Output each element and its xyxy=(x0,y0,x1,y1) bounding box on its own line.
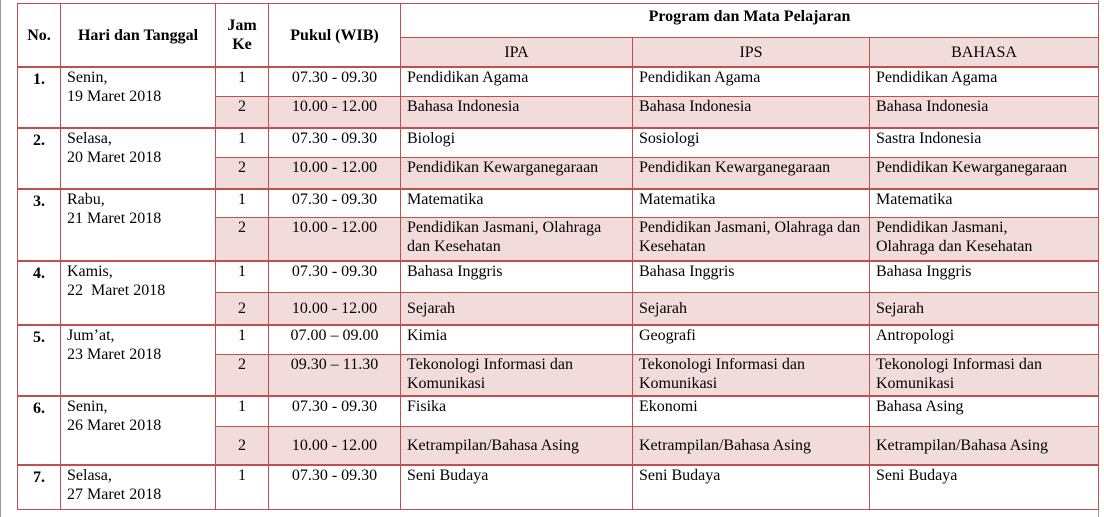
subject-bahasa: Matematika xyxy=(870,189,1099,217)
pukul: 07.30 - 09.30 xyxy=(269,261,401,292)
subject-ips: Seni Budaya xyxy=(633,465,870,509)
jam-ke: 2 xyxy=(216,217,269,261)
date-text: 26 Maret 2018 xyxy=(67,417,162,434)
subject-ips: Bahasa Inggris xyxy=(633,261,870,292)
day-name: Senin, xyxy=(67,69,108,86)
subject-ipa: Tekonologi Informasi dan Komunikasi xyxy=(401,354,633,396)
page-margin-left xyxy=(0,0,1,517)
jam-ke: 2 xyxy=(216,96,269,128)
subject-ips: Sejarah xyxy=(633,292,870,325)
table-row xyxy=(18,465,1099,509)
day-date-cell xyxy=(61,128,216,189)
subject-ipa: Pendidikan Agama xyxy=(401,67,633,96)
header-bahasa: BAHASA xyxy=(870,38,1099,68)
table-row xyxy=(18,128,1099,157)
subject-ipa: Sejarah xyxy=(401,292,633,325)
day-name: Kamis, xyxy=(67,263,113,280)
subject-bahasa: Tekonologi Informasi dan Komunikasi xyxy=(870,354,1099,396)
subject-bahasa: Pendidikan Agama xyxy=(870,67,1099,96)
header-program: Program dan Mata Pelajaran xyxy=(401,4,1099,38)
day-date-cell xyxy=(61,189,216,261)
table-row xyxy=(18,396,1099,426)
subject-bahasa: Pendidikan Kewarganegaraan xyxy=(870,157,1099,189)
day-name: Rabu, xyxy=(67,191,105,208)
day-date-cell xyxy=(61,465,216,509)
header-pukul: Pukul (WIB) xyxy=(269,4,401,68)
subject-bahasa: Pendidikan Jasmani, Olahraga dan Kesehatan xyxy=(870,217,1099,261)
subject-ips: Ketrampilan/Bahasa Asing xyxy=(633,426,870,465)
day-number: 4. xyxy=(18,261,61,325)
day-name: Selasa, xyxy=(67,130,112,147)
subject-ips: Sosiologi xyxy=(633,128,870,157)
date-text: 23 Maret 2018 xyxy=(67,346,162,363)
day-date-cell xyxy=(61,325,216,396)
subject-ipa: Kimia xyxy=(401,325,633,354)
subject-ipa: Pendidikan Kewarganegaraan xyxy=(401,157,633,189)
pukul: 07.30 - 09.30 xyxy=(269,67,401,96)
header-ipa: IPA xyxy=(401,38,633,68)
subject-ips: Pendidikan Jasmani, Olahraga dan Kesehatan xyxy=(633,217,870,261)
table-row xyxy=(18,325,1099,354)
jam-ke: 1 xyxy=(216,396,269,426)
subject-ips: Tekonologi Informasi dan Komunikasi xyxy=(633,354,870,396)
header-jam-ke: Jam Ke xyxy=(216,4,269,68)
subject-ips: Pendidikan Kewarganegaraan xyxy=(633,157,870,189)
jam-ke: 1 xyxy=(216,67,269,96)
date-text: 19 Maret 2018 xyxy=(67,88,162,105)
subject-ips: Matematika xyxy=(633,189,870,217)
subject-ipa: Bahasa Indonesia xyxy=(401,96,633,128)
jam-ke: 2 xyxy=(216,157,269,189)
day-name: Senin, xyxy=(67,398,108,415)
day-name: Selasa, xyxy=(67,467,112,484)
subject-ips: Ekonomi xyxy=(633,396,870,426)
subject-ips: Pendidikan Agama xyxy=(633,67,870,96)
subject-bahasa: Seni Budaya xyxy=(870,465,1099,509)
subject-bahasa: Sejarah xyxy=(870,292,1099,325)
pukul: 07.30 - 09.30 xyxy=(269,128,401,157)
header-hari-tanggal: Hari dan Tanggal xyxy=(61,4,216,68)
subject-ips: Bahasa Indonesia xyxy=(633,96,870,128)
subject-bahasa: Antropologi xyxy=(870,325,1099,354)
day-number: 7. xyxy=(18,465,61,509)
subject-bahasa: Ketrampilan/Bahasa Asing xyxy=(870,426,1099,465)
day-name: Jum’at, xyxy=(67,327,115,344)
date-text: 27 Maret 2018 xyxy=(67,486,162,503)
exam-schedule-table xyxy=(17,3,1099,510)
pukul: 07.30 - 09.30 xyxy=(269,189,401,217)
day-date-cell xyxy=(61,261,216,325)
jam-ke: 1 xyxy=(216,189,269,217)
subject-ipa: Biologi xyxy=(401,128,633,157)
subject-ipa: Fisika xyxy=(401,396,633,426)
day-number: 5. xyxy=(18,325,61,396)
jam-ke: 1 xyxy=(216,261,269,292)
subject-ipa: Bahasa Inggris xyxy=(401,261,633,292)
subject-ips: Geografi xyxy=(633,325,870,354)
subject-bahasa: Sastra Indonesia xyxy=(870,128,1099,157)
pukul: 10.00 - 12.00 xyxy=(269,292,401,325)
jam-ke: 1 xyxy=(216,128,269,157)
subject-ipa: Pendidikan Jasmani, Olahraga dan Kesehatan xyxy=(401,217,633,261)
jam-ke: 2 xyxy=(216,292,269,325)
jam-ke: 2 xyxy=(216,426,269,465)
day-date-cell xyxy=(61,396,216,465)
header-no: No. xyxy=(18,4,61,68)
subject-ipa: Ketrampilan/Bahasa Asing xyxy=(401,426,633,465)
pukul: 10.00 - 12.00 xyxy=(269,96,401,128)
table-row xyxy=(18,189,1099,217)
date-text: 20 Maret 2018 xyxy=(67,149,162,166)
date-text: 21 Maret 2018 xyxy=(67,210,162,227)
day-number: 6. xyxy=(18,396,61,465)
jam-ke: 2 xyxy=(216,354,269,396)
pukul: 07.00 – 09.00 xyxy=(269,325,401,354)
subject-ipa: Matematika xyxy=(401,189,633,217)
pukul: 09.30 – 11.30 xyxy=(269,354,401,396)
day-number: 1. xyxy=(18,67,61,128)
jam-ke: 1 xyxy=(216,465,269,509)
jam-ke: 1 xyxy=(216,325,269,354)
subject-ipa: Seni Budaya xyxy=(401,465,633,509)
pukul: 10.00 - 12.00 xyxy=(269,217,401,261)
table-row xyxy=(18,67,1099,96)
pukul: 10.00 - 12.00 xyxy=(269,157,401,189)
pukul: 07.30 - 09.30 xyxy=(269,465,401,509)
subject-bahasa: Bahasa Indonesia xyxy=(870,96,1099,128)
day-number: 2. xyxy=(18,128,61,189)
day-date-cell xyxy=(61,67,216,128)
header-ips: IPS xyxy=(633,38,870,68)
subject-bahasa: Bahasa Asing xyxy=(870,396,1099,426)
pukul: 07.30 - 09.30 xyxy=(269,396,401,426)
subject-bahasa: Bahasa Inggris xyxy=(870,261,1099,292)
day-number: 3. xyxy=(18,189,61,261)
table-row xyxy=(18,261,1099,292)
pukul: 10.00 - 12.00 xyxy=(269,426,401,465)
date-text: 22 Maret 2018 xyxy=(67,282,166,299)
